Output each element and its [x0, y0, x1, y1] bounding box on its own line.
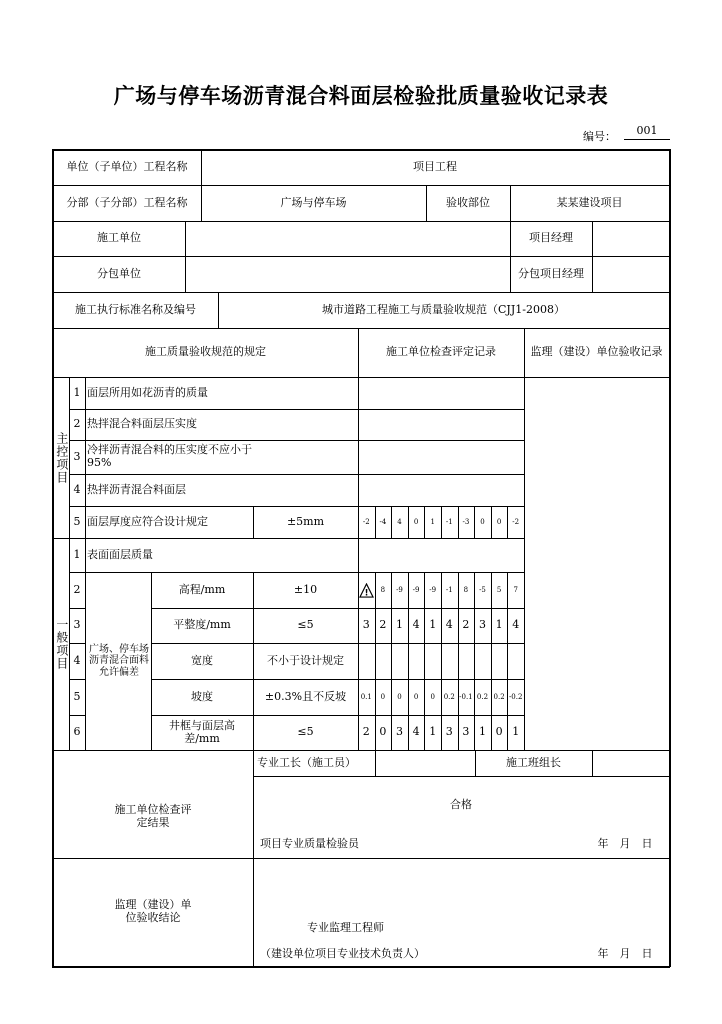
general-row-3-value-cell[interactable]: 3: [478, 618, 486, 632]
tech-lead-label: （建设单位项目专业技术负责人）: [260, 946, 425, 960]
main-item-text: 热拌混合料面层压实度: [87, 417, 197, 431]
thickness-value-cell[interactable]: 4: [397, 517, 402, 526]
column-check: 施工单位检查评定记录: [386, 345, 496, 359]
thickness-value-cell[interactable]: 0: [480, 517, 485, 526]
main-item-spec: ±5mm: [286, 514, 325, 528]
general-item-name: 井框与面层高差/mm: [169, 718, 235, 745]
general-item-name: 平整度/mm: [173, 618, 231, 632]
general-row-4-value-cell[interactable]: [507, 643, 524, 679]
general-items-group-label: 一般项目: [54, 618, 69, 670]
date-label: 年 月 日: [597, 836, 653, 850]
warning-icon: [358, 572, 375, 608]
sub-project-value[interactable]: 广场与停车场: [280, 195, 347, 209]
general-row-3-value-cell[interactable]: 4: [512, 618, 520, 632]
general-row-3-value-cell[interactable]: 2: [462, 618, 470, 632]
main-item-no: 4: [73, 482, 81, 496]
general-row-2-value-cell[interactable]: 7: [513, 585, 518, 594]
code-value[interactable]: 001: [624, 124, 670, 140]
general-row-3-value-cell[interactable]: 1: [395, 618, 403, 632]
general-item-no: 3: [73, 618, 81, 632]
general-item-no: 1: [73, 547, 81, 561]
check-result-label: 施工单位检查评定结果: [114, 803, 192, 829]
thickness-value-cell[interactable]: 0: [496, 517, 502, 526]
general-row-6-value-cell[interactable]: 1: [429, 725, 437, 739]
general-row-6-value-cell[interactable]: 2: [362, 725, 370, 739]
date-label: 年 月 日: [597, 946, 653, 960]
page-title: 广场与停车场沥青混合料面层检验批质量验收记录表: [113, 84, 609, 108]
main-item-text: 冷拌沥青混合料的压实度不应小于95%: [87, 443, 252, 469]
general-row-5-value-cell[interactable]: 0.2: [476, 692, 489, 701]
general-row-5-value-cell[interactable]: 0.1: [360, 692, 372, 701]
general-row-3-value-cell[interactable]: 1: [495, 618, 503, 632]
general-item-no: 2: [73, 582, 81, 596]
supervision-conclusion-label: 监理（建设）单位验收结论: [114, 898, 192, 924]
general-item-text: 表面面层质量: [87, 547, 153, 561]
main-item-no: 5: [73, 514, 81, 528]
acceptance-part-value[interactable]: 某某建设项目: [556, 195, 623, 209]
general-row-2-value-cell[interactable]: 8: [463, 585, 469, 594]
general-row-3-value-cell[interactable]: 4: [445, 618, 453, 632]
project-manager-label: 项目经理: [529, 231, 573, 245]
general-row-6-value-cell[interactable]: 3: [445, 725, 453, 739]
check-result-value[interactable]: 合格: [450, 797, 472, 811]
general-row-6-value-cell[interactable]: 4: [412, 725, 420, 739]
general-row-4-value-cell[interactable]: [458, 643, 475, 679]
foreman-label: 专业工长（施工员）: [257, 755, 356, 769]
general-row-5-value-cell[interactable]: 0: [380, 692, 386, 701]
deviation-label: 广场、停车场沥青混合面料允许偏差: [89, 643, 149, 678]
general-row-4-value-cell[interactable]: [441, 643, 458, 679]
inspector-label: 项目专业质量检验员: [260, 836, 359, 850]
general-row-4-value-cell[interactable]: [391, 643, 408, 679]
general-row-4-value-cell[interactable]: [358, 643, 375, 679]
main-item-text: 面层所用如花沥青的质量: [87, 385, 208, 399]
general-item-no: 5: [73, 689, 81, 703]
general-row-6-value-cell[interactable]: 1: [512, 725, 520, 739]
general-row-5-value-cell[interactable]: -0.1: [459, 692, 473, 701]
general-row-6-value-cell[interactable]: 3: [462, 725, 470, 739]
general-row-2-value-cell[interactable]: -9: [396, 585, 403, 594]
general-item-no: 6: [73, 725, 81, 739]
main-item-text: 热拌沥青混合料面层: [87, 482, 186, 496]
thickness-value-cell[interactable]: -3: [462, 517, 470, 526]
column-spec: 施工质量验收规范的规定: [145, 345, 266, 359]
code-label: 编号：: [583, 130, 616, 143]
general-row-6-value-cell[interactable]: 0: [379, 725, 387, 739]
general-item-spec: ±10: [293, 582, 318, 596]
main-items-group-label: 主控项目: [54, 431, 69, 484]
general-item-spec: 不小于设计规定: [267, 653, 344, 667]
general-row-3-value-cell[interactable]: 2: [379, 618, 387, 632]
main-item-text: 面层厚度应符合设计规定: [87, 514, 208, 528]
sub-project-label: 分部（子分部）工程名称: [66, 195, 188, 209]
main-item-no: 3: [73, 449, 81, 463]
general-row-3-value-cell[interactable]: 4: [412, 618, 420, 632]
subcontract-manager-label: 分包项目经理: [518, 266, 584, 280]
thickness-value-cell[interactable]: -4: [379, 517, 387, 526]
general-row-6-value-cell[interactable]: 1: [478, 725, 486, 739]
thickness-value-cell[interactable]: -2: [362, 517, 370, 526]
main-item-no: 1: [73, 385, 81, 399]
general-row-5-value-cell[interactable]: 0: [397, 692, 402, 701]
general-item-spec: ≤5: [297, 725, 314, 739]
general-item-name: 高程/mm: [178, 582, 226, 596]
subcontract-unit-label: 分包单位: [97, 266, 141, 280]
main-item-no: 2: [73, 417, 81, 431]
thickness-value-cell[interactable]: 0: [413, 517, 419, 526]
general-row-4-value-cell[interactable]: [424, 643, 441, 679]
general-row-2-value-cell[interactable]: 8: [380, 585, 386, 594]
svg-text:!: !: [364, 587, 369, 598]
team-leader-label: 施工班组长: [506, 755, 561, 769]
general-item-name: 宽度: [191, 653, 213, 667]
general-row-4-value-cell[interactable]: [375, 643, 392, 679]
general-row-5-value-cell[interactable]: 0: [413, 692, 419, 701]
general-row-5-value-cell[interactable]: 0.2: [493, 692, 505, 701]
general-row-4-value-cell[interactable]: [491, 643, 508, 679]
general-item-no: 4: [73, 653, 81, 667]
subcontract-manager-value[interactable]: [592, 256, 669, 292]
thickness-value-cell[interactable]: 1: [430, 517, 435, 526]
construction-unit-label: 施工单位: [97, 231, 141, 245]
general-row-4-value-cell[interactable]: [408, 643, 425, 679]
project-manager-value[interactable]: [592, 221, 669, 256]
general-row-2-value-cell[interactable]: -5: [479, 585, 486, 594]
unit-project-value[interactable]: 项目工程: [413, 160, 457, 174]
engineer-label: 专业监理工程师: [307, 920, 384, 934]
column-supervision: 监理（建设）单位验收记录: [530, 345, 663, 359]
general-row-5-value-cell[interactable]: 0.2: [443, 692, 455, 701]
general-item-name: 坡度: [191, 689, 213, 703]
construction-unit-value[interactable]: [185, 221, 510, 256]
general-row-6-value-cell[interactable]: 0: [495, 725, 503, 739]
subcontract-unit-value[interactable]: [185, 256, 510, 292]
acceptance-part-label: 验收部位: [446, 195, 490, 209]
general-item-spec: ±0.3%且不反坡: [264, 689, 347, 703]
general-row-5-value-cell[interactable]: -0.2: [508, 692, 523, 701]
standard-value[interactable]: 城市道路工程施工与质量验收规范（CJJ1-2008）: [322, 302, 565, 316]
thickness-value-cell[interactable]: -2: [512, 517, 520, 526]
general-row-6-value-cell[interactable]: 3: [395, 725, 403, 739]
unit-project-label: 单位（子单位）工程名称: [66, 160, 188, 174]
thickness-value-cell[interactable]: -1: [445, 517, 453, 526]
general-row-3-value-cell[interactable]: 1: [429, 618, 437, 632]
general-row-3-value-cell[interactable]: 3: [362, 618, 370, 632]
general-item-spec: ≤5: [297, 618, 314, 632]
general-row-2-value-cell[interactable]: -9: [429, 585, 437, 594]
general-row-4-value-cell[interactable]: [474, 643, 491, 679]
general-row-5-value-cell[interactable]: 0: [430, 692, 435, 701]
general-row-2-value-cell[interactable]: -9: [412, 585, 420, 594]
standard-label: 施工执行标准名称及编号: [75, 302, 196, 316]
general-row-2-value-cell[interactable]: 5: [496, 585, 502, 594]
general-row-2-value-cell[interactable]: -1: [445, 585, 453, 594]
